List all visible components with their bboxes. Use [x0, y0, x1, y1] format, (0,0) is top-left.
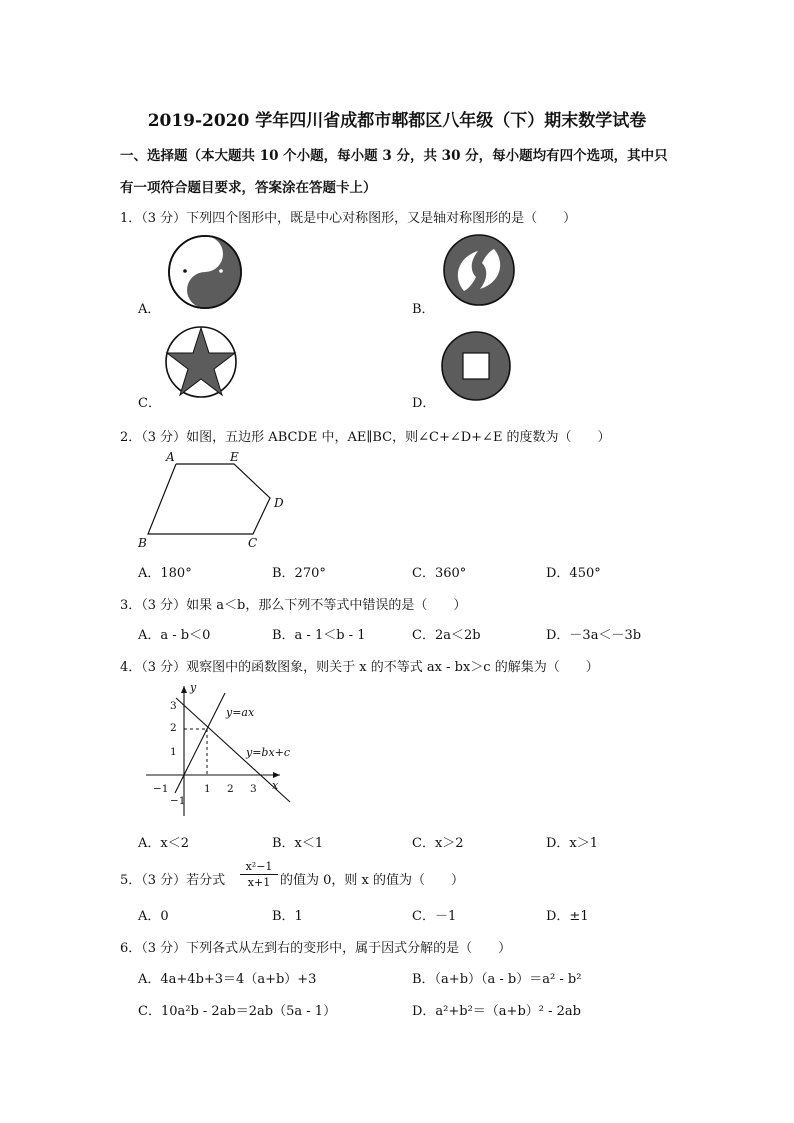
q2-pentagon-figure [136, 450, 296, 554]
q2-label-c: C [248, 536, 258, 550]
q4-option-d: D．x＞1 [546, 836, 599, 851]
q4-xtick-1: 1 [204, 783, 211, 795]
q5-option-a: A．0 [138, 909, 169, 924]
q5-fraction [240, 860, 278, 889]
q5-fraction-denominator: x+1 [247, 876, 271, 889]
q4-xtick-2: 2 [227, 783, 234, 795]
q5-fraction-bar [240, 874, 278, 875]
q3-option-c: C．2a＜2b [412, 628, 481, 643]
q2-option-c: C．360° [412, 566, 467, 581]
q2-label-a: A [166, 450, 175, 464]
q3-option-b: B．a - 1＜b - 1 [272, 628, 366, 643]
q4-option-b: B．x＜1 [272, 836, 324, 851]
question-6-stem: 6．（3 分）下列各式从左到右的变形中，属于因式分解的是（ ） [120, 941, 512, 956]
question-5-stem-suffix: 的值为 0，则 x 的值为（ ） [280, 873, 464, 888]
q1-option-d: D． [412, 396, 436, 411]
section-heading-line1: 一、选择题（本大题共 10 个小题，每小题 3 分，共 30 分，每小题均有四个选项，其中只 [120, 148, 668, 164]
q1-option-b: B． [412, 302, 435, 317]
q4-option-a: A．x＜2 [138, 836, 189, 851]
question-1-stem: 1．（3 分）下列四个图形中，既是中心对称图形，又是轴对称图形的是（ ） [120, 211, 577, 226]
q5-option-c: C．－1 [412, 909, 457, 924]
q4-x-axis-label: x [272, 779, 279, 792]
q6-option-b: B．（a+b）（a - b）＝a² - b² [412, 972, 582, 987]
page-title: 2019-2020 学年四川省成都市郫都区八年级（下）期末数学试卷 [147, 111, 647, 131]
q1-option-c: C． [138, 396, 161, 411]
q1-figure-b-swirls [442, 233, 516, 307]
q4-ytick-1: 1 [170, 746, 177, 758]
q2-option-a: A．180° [138, 566, 192, 581]
q6-option-d: D．a²+b²＝（a+b）² - 2ab [412, 1004, 581, 1019]
question-4-stem: 4．（3 分）观察图中的函数图象，则关于 x 的不等式 ax - bx＞c 的解集为（ ） [120, 660, 599, 675]
q4-line2-label: y=bx+c [246, 746, 291, 759]
q5-option-b: B．1 [272, 909, 303, 924]
q5-option-d: D．±1 [546, 909, 589, 924]
q2-option-b: B．270° [272, 566, 326, 581]
question-3-stem: 3．（3 分）如果 a＜b，那么下列不等式中错误的是（ ） [120, 598, 467, 613]
q4-y-axis-label: y [190, 681, 197, 694]
q2-label-d: D [274, 496, 284, 510]
q3-option-a: A．a - b＜0 [138, 628, 211, 643]
q4-xtick-3: 3 [250, 783, 257, 795]
section-heading-line2: 有一项符合题目要求，答案涂在答题卡上） [120, 180, 377, 196]
q4-option-c: C．x＞2 [412, 836, 464, 851]
q1-figure-c-star [164, 325, 238, 399]
q6-option-a: A．4a+4b+3＝4（a+b）+3 [138, 972, 317, 987]
q1-figure-a-yin-yang [166, 233, 244, 311]
q4-ytick-neg1: −1 [170, 795, 186, 807]
q2-label-b: B [138, 536, 147, 550]
q1-figure-d-coin [440, 330, 512, 402]
q6-option-c: C．10a²b - 2ab＝2ab（5a - 1） [138, 1004, 337, 1019]
q4-xtick-neg1: −1 [153, 783, 169, 795]
q4-line1-label: y=ax [226, 706, 255, 719]
question-2-stem: 2．（3 分）如图，五边形 ABCDE 中，AE∥BC，则∠C+∠D+∠E 的度数为（ ） [120, 430, 611, 445]
q1-option-a: A． [138, 302, 161, 317]
q4-ytick-2: 2 [170, 722, 177, 734]
q5-fraction-numerator: x²−1 [245, 860, 273, 873]
question-5-stem-prefix: 5．（3 分）若分式 [120, 873, 226, 888]
q3-option-d: D．－3a＜－3b [546, 628, 642, 643]
q2-label-e: E [230, 450, 239, 464]
q2-option-d: D．450° [546, 566, 601, 581]
q4-ytick-3: 3 [170, 700, 177, 712]
